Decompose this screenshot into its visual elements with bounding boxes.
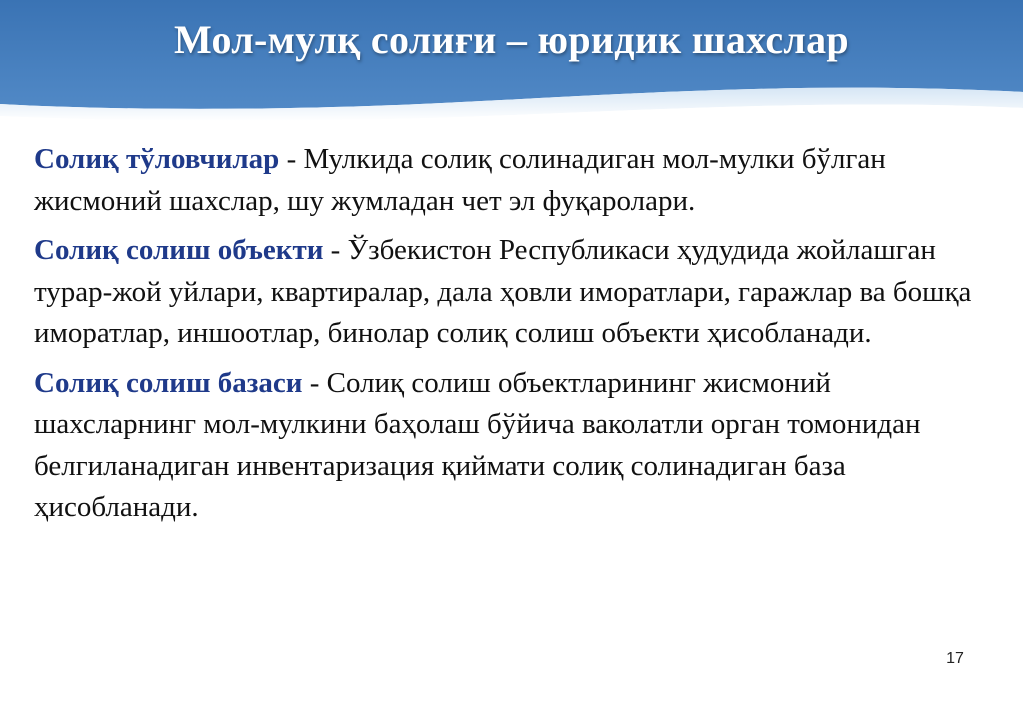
term-separator: - bbox=[323, 234, 348, 266]
paragraph-tax-payers bbox=[34, 139, 999, 222]
term-separator: - bbox=[302, 366, 327, 399]
page-number: 17 bbox=[946, 650, 964, 667]
term-label: Солиқ солиш объекти bbox=[34, 234, 324, 266]
paragraph-tax-base bbox=[34, 363, 999, 529]
paragraph-text: Ўзбекистон Республикаси ҳудудида жойлашган турар-жой уйлари, квартиралар, дала ҳовли иморатлари, гаражлар ва бошқа иморатлар, иншоотлар, бинолар солиқ солиш объекти ҳисобланади. bbox=[34, 234, 972, 349]
term-label: Солиқ солиш базаси bbox=[34, 366, 303, 399]
paragraph-text: Солиқ солиш объектларининг жисмоний шахсларнинг мол-мулкини баҳолаш бўйича ваколатли орган томонидан белгиланадиган инвентаризация қиймати солиқ солинадиган база ҳисобланади. bbox=[34, 366, 921, 523]
paragraph-tax-object bbox=[34, 230, 999, 355]
paragraph-text: Мулкида солиқ солинадиган мол-мулки бўлган жисмоний шахслар, шу жумладан чет эл фуқаролари. bbox=[34, 143, 886, 217]
term-separator: - bbox=[279, 143, 304, 175]
slide-body bbox=[34, 139, 999, 537]
slide-title: Мол-мулқ солиғи – юридик шахслар bbox=[174, 17, 849, 62]
term-label: Солиқ тўловчилар bbox=[34, 143, 280, 175]
title-banner bbox=[0, 0, 1023, 130]
